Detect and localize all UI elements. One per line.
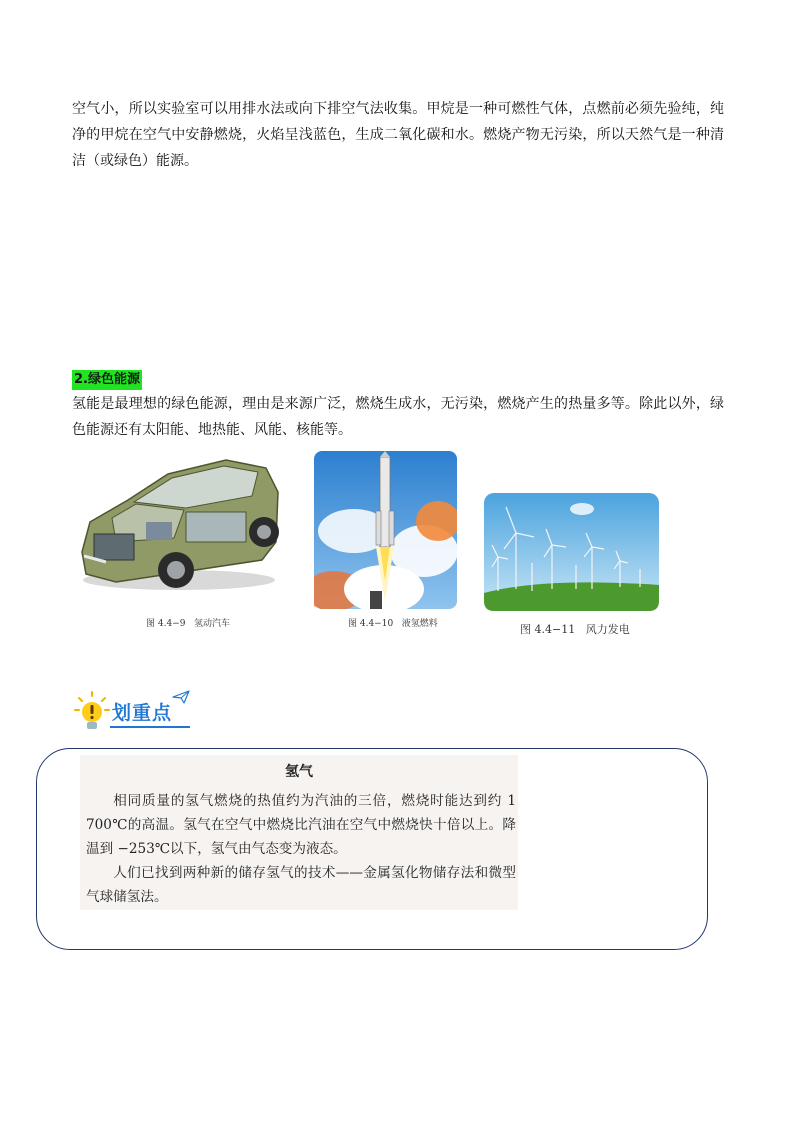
excerpt-paragraph: 人们已找到两种新的储存氢气的技术——金属氢化物储存法和微型气球储氢法。	[86, 865, 516, 905]
figure-caption-rocket: 图 4.4−10 液氢燃料	[348, 619, 438, 629]
excerpt-title: 氢气	[285, 764, 313, 780]
wind-turbines-photo	[484, 493, 659, 611]
excerpt-paragraph: 相同质量的氢气燃烧的热值约为汽油的三倍，燃烧时能达到约 1 700℃的高温。氢气在空气中燃烧比汽油在空气中燃烧快十倍以上。降温到 −253℃以下，氢气由气态变为液态。	[86, 793, 516, 857]
car-illustration	[76, 452, 282, 600]
rocket-launch-photo	[314, 451, 457, 609]
key-point-underline	[110, 726, 190, 728]
lightbulb-icon	[74, 690, 110, 734]
intro-paragraph: 空气小，所以实验室可以用排水法或向下排空气法收集。甲烷是一种可燃性气体，点燃前必须先验纯，纯净的甲烷在空气中安静燃烧，火焰呈浅蓝色，生成二氧化碳和水。燃烧产物无污染，所以天然气是一种清洁（或绿色）能源。	[72, 101, 724, 169]
section-paragraph: 氢能是最理想的绿色能源，理由是来源广泛，燃烧生成水，无污染，燃烧产生的热量多等。除此以外，绿色能源还有太阳能、地热能、风能、核能等。	[72, 396, 724, 438]
key-point-label: 划重点	[112, 702, 173, 724]
figure-rocket	[314, 451, 457, 609]
figure-caption-wind: 图 4.4−11 风力发电	[520, 623, 630, 636]
figure-wind	[484, 493, 659, 611]
figure-car	[76, 452, 282, 600]
key-point-logo	[74, 690, 194, 736]
paper-plane-icon	[172, 690, 190, 704]
scanned-textbook-excerpt	[80, 755, 518, 910]
section-heading: 2.绿色能源	[72, 370, 142, 390]
figure-caption-car: 图 4.4−9 氢动汽车	[146, 619, 231, 629]
